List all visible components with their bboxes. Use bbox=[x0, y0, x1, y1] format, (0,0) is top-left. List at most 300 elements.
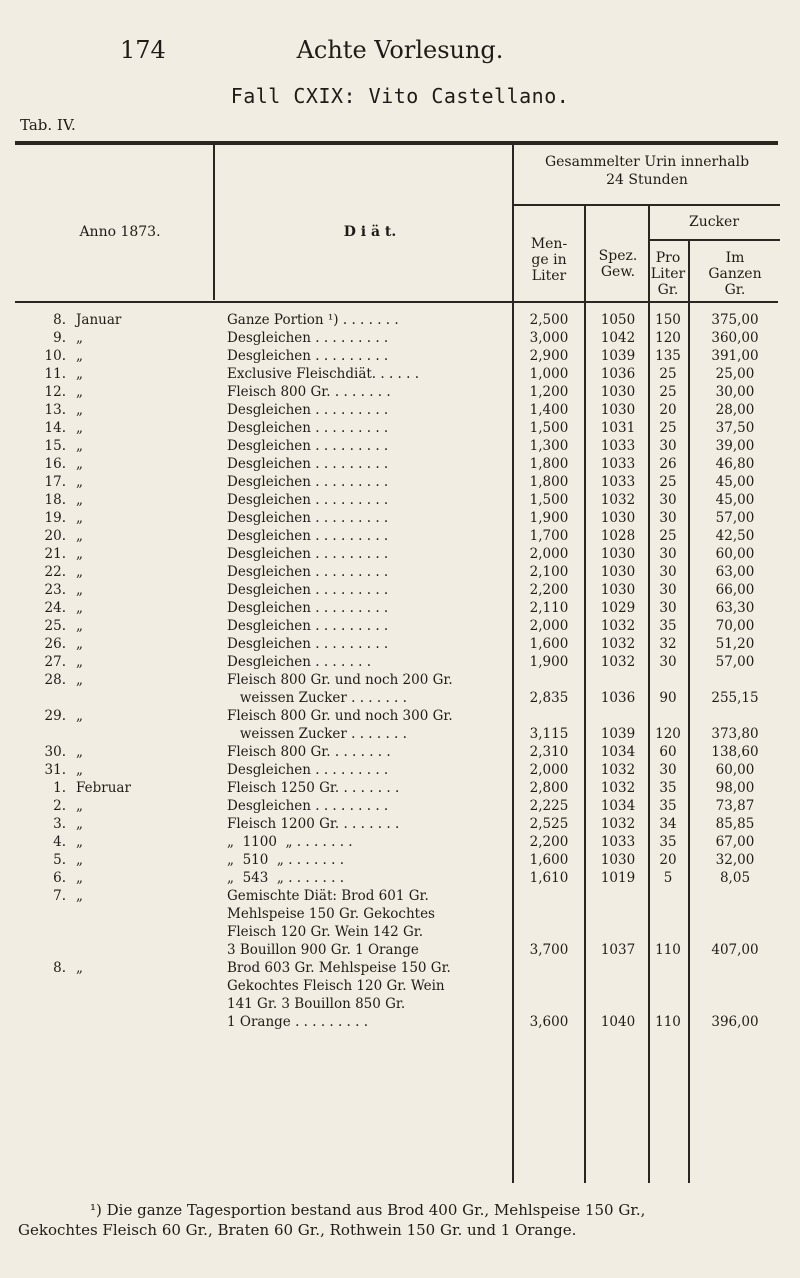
row-month: „ bbox=[76, 762, 83, 778]
row-day: 28. bbox=[44, 672, 66, 688]
row-diat-line: Fleisch 800 Gr. und noch 200 Gr. bbox=[227, 672, 453, 688]
table-row bbox=[0, 311, 800, 329]
row-diat-line: Exclusive Fleischdiät. . . . . . bbox=[227, 366, 420, 382]
row-pro: 20 bbox=[659, 852, 677, 868]
row-day: 29. bbox=[44, 708, 66, 724]
header-diat: D i ä t. bbox=[343, 224, 397, 240]
row-spez: 1031 bbox=[600, 420, 636, 436]
row-date bbox=[40, 509, 140, 527]
row-menge: 3,115 bbox=[529, 726, 569, 742]
row-ganz: 46,80 bbox=[715, 456, 755, 472]
row-menge: 1,500 bbox=[529, 492, 569, 508]
row-diat bbox=[227, 401, 512, 419]
row-pro: 25 bbox=[659, 528, 677, 544]
row-diat bbox=[227, 671, 512, 707]
table-row bbox=[0, 707, 800, 743]
row-diat bbox=[227, 761, 512, 779]
row-day: 8. bbox=[53, 312, 66, 328]
row-diat bbox=[227, 509, 512, 527]
table-row bbox=[0, 797, 800, 815]
row-date bbox=[40, 473, 140, 491]
table-row bbox=[0, 419, 800, 437]
row-diat-line: Desgleichen . . . . . . . . . bbox=[227, 492, 389, 508]
table-row bbox=[0, 437, 800, 455]
row-menge: 1,800 bbox=[529, 474, 569, 490]
row-diat bbox=[227, 365, 512, 383]
row-date bbox=[40, 401, 140, 419]
row-month: „ bbox=[76, 816, 83, 832]
row-spez: 1036 bbox=[600, 690, 636, 706]
row-month: Januar bbox=[76, 312, 122, 328]
row-day: 1. bbox=[53, 780, 66, 796]
row-spez: 1032 bbox=[600, 654, 636, 670]
row-pro: 26 bbox=[659, 456, 677, 472]
row-month: „ bbox=[76, 564, 83, 580]
row-pro: 25 bbox=[659, 384, 677, 400]
row-diat bbox=[227, 779, 512, 797]
row-spez: 1033 bbox=[600, 456, 636, 472]
row-spez: 1028 bbox=[600, 528, 636, 544]
row-month: „ bbox=[76, 366, 83, 382]
row-ganz: 138,60 bbox=[711, 744, 759, 760]
row-diat-line: Desgleichen . . . . . . . . . bbox=[227, 420, 389, 436]
row-day: 11. bbox=[44, 366, 66, 382]
row-diat-line: Desgleichen . . . . . . . . . bbox=[227, 798, 389, 814]
table-row bbox=[0, 887, 800, 959]
row-ganz: 63,00 bbox=[715, 564, 755, 580]
table-row bbox=[0, 743, 800, 761]
row-ganz: 60,00 bbox=[715, 762, 755, 778]
row-month: „ bbox=[76, 744, 83, 760]
row-menge: 2,900 bbox=[529, 348, 569, 364]
row-diat-line: Desgleichen . . . . . . . . . bbox=[227, 546, 389, 562]
footnote-line-1: ¹) Die ganze Tagesportion bestand aus Brod 400 Gr., Mehlspeise 150 Gr., bbox=[90, 1201, 646, 1219]
row-date bbox=[40, 419, 140, 437]
row-day: 21. bbox=[44, 546, 66, 562]
row-ganz: 98,00 bbox=[715, 780, 755, 796]
row-diat bbox=[227, 455, 512, 473]
row-menge: 1,000 bbox=[529, 366, 569, 382]
row-pro: 25 bbox=[659, 420, 677, 436]
row-pro: 110 bbox=[655, 1014, 681, 1030]
row-day: 19. bbox=[44, 510, 66, 526]
row-menge: 1,700 bbox=[529, 528, 569, 544]
row-month: „ bbox=[76, 474, 83, 490]
row-day: 31. bbox=[44, 762, 66, 778]
row-diat bbox=[227, 311, 512, 329]
row-menge: 2,000 bbox=[529, 546, 569, 562]
header-spez-1: Spez. bbox=[598, 248, 638, 264]
row-pro: 90 bbox=[659, 690, 677, 706]
row-menge: 1,610 bbox=[529, 870, 569, 886]
row-month: „ bbox=[76, 834, 83, 850]
table-row bbox=[0, 815, 800, 833]
row-ganz: 8,05 bbox=[719, 870, 751, 886]
row-date bbox=[40, 491, 140, 509]
row-spez: 1039 bbox=[600, 726, 636, 742]
row-ganz: 42,50 bbox=[715, 528, 755, 544]
row-diat-line: Desgleichen . . . . . . . . . bbox=[227, 528, 389, 544]
row-diat-line: weissen Zucker . . . . . . . bbox=[227, 690, 407, 706]
row-spez: 1037 bbox=[600, 942, 636, 958]
row-menge: 2,000 bbox=[529, 618, 569, 634]
row-ganz: 32,00 bbox=[715, 852, 755, 868]
row-date bbox=[40, 797, 140, 815]
row-date bbox=[40, 599, 140, 617]
row-date bbox=[40, 527, 140, 545]
row-date bbox=[40, 779, 140, 797]
row-date bbox=[40, 347, 140, 365]
row-ganz: 391,00 bbox=[711, 348, 759, 364]
row-diat-line: Ganze Portion ¹) . . . . . . . bbox=[227, 312, 399, 328]
row-spez: 1032 bbox=[600, 618, 636, 634]
rule-h-zucker bbox=[649, 239, 780, 241]
row-month: „ bbox=[76, 600, 83, 616]
row-diat bbox=[227, 545, 512, 563]
header-menge-2: ge in bbox=[531, 252, 567, 268]
row-menge: 2,110 bbox=[529, 600, 569, 616]
row-pro: 110 bbox=[655, 942, 681, 958]
row-day: 27. bbox=[44, 654, 66, 670]
row-ganz: 67,00 bbox=[715, 834, 755, 850]
row-menge: 2,000 bbox=[529, 762, 569, 778]
row-spez: 1030 bbox=[600, 852, 636, 868]
row-menge: 1,400 bbox=[529, 402, 569, 418]
row-menge: 2,225 bbox=[529, 798, 569, 814]
row-menge: 1,600 bbox=[529, 852, 569, 868]
row-diat-line: Desgleichen . . . . . . . . . bbox=[227, 348, 389, 364]
row-diat bbox=[227, 563, 512, 581]
row-diat-line: weissen Zucker . . . . . . . bbox=[227, 726, 407, 742]
row-ganz: 66,00 bbox=[715, 582, 755, 598]
row-day: 20. bbox=[44, 528, 66, 544]
row-diat bbox=[227, 383, 512, 401]
row-ganz: 63,30 bbox=[715, 600, 755, 616]
row-ganz: 28,00 bbox=[715, 402, 755, 418]
row-spez: 1030 bbox=[600, 510, 636, 526]
table-row bbox=[0, 365, 800, 383]
row-month: „ bbox=[76, 888, 83, 904]
table-row bbox=[0, 833, 800, 851]
row-spez: 1034 bbox=[600, 744, 636, 760]
row-diat-line: Desgleichen . . . . . . . . . bbox=[227, 582, 389, 598]
row-ganz: 373,80 bbox=[711, 726, 759, 742]
header-pro-2: Liter bbox=[650, 266, 686, 282]
row-spez: 1030 bbox=[600, 384, 636, 400]
row-ganz: 255,15 bbox=[711, 690, 759, 706]
row-diat bbox=[227, 617, 512, 635]
row-month: „ bbox=[76, 330, 83, 346]
table-row bbox=[0, 509, 800, 527]
row-diat-line: Brod 603 Gr. Mehlspeise 150 Gr. bbox=[227, 960, 451, 976]
row-day: 4. bbox=[53, 834, 66, 850]
row-month: „ bbox=[76, 384, 83, 400]
table-row bbox=[0, 455, 800, 473]
row-month: „ bbox=[76, 402, 83, 418]
row-diat bbox=[227, 491, 512, 509]
row-day: 6. bbox=[53, 870, 66, 886]
rule-h-stunden bbox=[513, 204, 780, 206]
row-day: 2. bbox=[53, 798, 66, 814]
row-day: 14. bbox=[44, 420, 66, 436]
row-diat-line: Fleisch 800 Gr. . . . . . . . bbox=[227, 384, 391, 400]
header-gesammelter: Gesammelter Urin innerhalb bbox=[544, 154, 750, 170]
row-month: „ bbox=[76, 438, 83, 454]
table-row bbox=[0, 329, 800, 347]
row-day: 7. bbox=[53, 888, 66, 904]
table-row bbox=[0, 635, 800, 653]
row-day: 9. bbox=[53, 330, 66, 346]
row-menge: 1,200 bbox=[529, 384, 569, 400]
row-date bbox=[40, 743, 140, 761]
row-date bbox=[40, 365, 140, 383]
row-month: „ bbox=[76, 546, 83, 562]
row-day: 15. bbox=[44, 438, 66, 454]
row-ganz: 51,20 bbox=[715, 636, 755, 652]
row-date bbox=[40, 959, 140, 977]
row-month: „ bbox=[76, 960, 83, 976]
row-diat bbox=[227, 329, 512, 347]
row-diat-line: Desgleichen . . . . . . . bbox=[227, 654, 372, 670]
row-spez: 1034 bbox=[600, 798, 636, 814]
header-pro-1: Pro bbox=[655, 250, 681, 266]
row-date bbox=[40, 635, 140, 653]
row-date bbox=[40, 887, 140, 905]
page-number: 174 bbox=[120, 36, 166, 64]
row-pro: 60 bbox=[659, 744, 677, 760]
row-spez: 1019 bbox=[600, 870, 636, 886]
row-diat bbox=[227, 851, 512, 869]
row-date bbox=[40, 383, 140, 401]
row-day: 3. bbox=[53, 816, 66, 832]
row-month: Februar bbox=[76, 780, 131, 796]
table-row bbox=[0, 491, 800, 509]
row-spez: 1036 bbox=[600, 366, 636, 382]
row-diat bbox=[227, 527, 512, 545]
row-menge: 2,200 bbox=[529, 582, 569, 598]
row-diat-line: Desgleichen . . . . . . . . . bbox=[227, 564, 389, 580]
row-pro: 35 bbox=[659, 834, 677, 850]
row-spez: 1033 bbox=[600, 438, 636, 454]
row-day: 24. bbox=[44, 600, 66, 616]
row-diat bbox=[227, 599, 512, 617]
row-date bbox=[40, 869, 140, 887]
row-day: 10. bbox=[44, 348, 66, 364]
row-diat-line: „ 510 „ . . . . . . . bbox=[227, 852, 344, 868]
row-day: 5. bbox=[53, 852, 66, 868]
row-menge: 2,800 bbox=[529, 780, 569, 796]
row-diat bbox=[227, 869, 512, 887]
row-spez: 1029 bbox=[600, 600, 636, 616]
row-ganz: 60,00 bbox=[715, 546, 755, 562]
row-month: „ bbox=[76, 618, 83, 634]
row-diat bbox=[227, 635, 512, 653]
row-spez: 1039 bbox=[600, 348, 636, 364]
row-diat bbox=[227, 707, 512, 743]
row-spez: 1030 bbox=[600, 402, 636, 418]
row-menge: 2,200 bbox=[529, 834, 569, 850]
row-ganz: 39,00 bbox=[715, 438, 755, 454]
header-spez-2: Gew. bbox=[600, 264, 636, 280]
table-row bbox=[0, 851, 800, 869]
row-menge: 1,900 bbox=[529, 510, 569, 526]
row-date bbox=[40, 833, 140, 851]
row-ganz: 25,00 bbox=[715, 366, 755, 382]
row-day: 16. bbox=[44, 456, 66, 472]
row-pro: 120 bbox=[655, 330, 681, 346]
row-diat-line: Gekochtes Fleisch 120 Gr. Wein bbox=[227, 978, 445, 994]
row-diat-line: Gemischte Diät: Brod 601 Gr. bbox=[227, 888, 429, 904]
table-row bbox=[0, 599, 800, 617]
row-diat-line: Desgleichen . . . . . . . . . bbox=[227, 438, 389, 454]
header-anno: Anno 1873. bbox=[79, 224, 161, 240]
row-date bbox=[40, 545, 140, 563]
row-diat-line: Desgleichen . . . . . . . . . bbox=[227, 510, 389, 526]
row-month: „ bbox=[76, 798, 83, 814]
row-spez: 1032 bbox=[600, 780, 636, 796]
header-pro-3: Gr. bbox=[657, 282, 679, 298]
row-day: 13. bbox=[44, 402, 66, 418]
case-title: Fall CXIX: Vito Castellano. bbox=[230, 84, 570, 108]
header-menge-3: Liter bbox=[531, 268, 567, 284]
table-row bbox=[0, 383, 800, 401]
row-diat-line: Desgleichen . . . . . . . . . bbox=[227, 618, 389, 634]
row-date bbox=[40, 761, 140, 779]
table-row bbox=[0, 581, 800, 599]
row-pro: 32 bbox=[659, 636, 677, 652]
row-ganz: 407,00 bbox=[711, 942, 759, 958]
row-spez: 1030 bbox=[600, 564, 636, 580]
running-title: Achte Vorlesung. bbox=[296, 36, 504, 64]
row-pro: 135 bbox=[655, 348, 681, 364]
row-menge: 1,600 bbox=[529, 636, 569, 652]
row-spez: 1032 bbox=[600, 636, 636, 652]
footnote-line-2: Gekochtes Fleisch 60 Gr., Braten 60 Gr., Rothwein 150 Gr. und 1 Orange. bbox=[18, 1221, 577, 1239]
row-diat bbox=[227, 347, 512, 365]
header-menge-1: Men- bbox=[530, 236, 568, 252]
row-diat bbox=[227, 959, 512, 1031]
row-spez: 1033 bbox=[600, 834, 636, 850]
table-row bbox=[0, 545, 800, 563]
row-menge: 2,835 bbox=[529, 690, 569, 706]
row-ganz: 57,00 bbox=[715, 654, 755, 670]
row-diat-line: Desgleichen . . . . . . . . . bbox=[227, 456, 389, 472]
row-diat-line: Mehlspeise 150 Gr. Gekochtes bbox=[227, 906, 435, 922]
rule-col-diat bbox=[213, 145, 215, 300]
row-diat-line: Desgleichen . . . . . . . . . bbox=[227, 402, 389, 418]
row-month: „ bbox=[76, 636, 83, 652]
header-stunden: 24 Stunden bbox=[606, 172, 688, 188]
table-row bbox=[0, 563, 800, 581]
row-spez: 1050 bbox=[600, 312, 636, 328]
row-date bbox=[40, 653, 140, 671]
row-pro: 120 bbox=[655, 726, 681, 742]
row-diat bbox=[227, 797, 512, 815]
row-ganz: 73,87 bbox=[715, 798, 755, 814]
row-diat bbox=[227, 419, 512, 437]
row-date bbox=[40, 563, 140, 581]
row-diat bbox=[227, 833, 512, 851]
row-menge: 1,800 bbox=[529, 456, 569, 472]
row-date bbox=[40, 707, 140, 725]
row-pro: 25 bbox=[659, 366, 677, 382]
header-im-1: Im bbox=[725, 250, 745, 266]
row-ganz: 375,00 bbox=[711, 312, 759, 328]
row-date bbox=[40, 437, 140, 455]
row-pro: 150 bbox=[655, 312, 681, 328]
row-diat bbox=[227, 437, 512, 455]
row-pro: 5 bbox=[663, 870, 673, 886]
row-pro: 34 bbox=[659, 816, 677, 832]
row-diat bbox=[227, 815, 512, 833]
row-menge: 1,300 bbox=[529, 438, 569, 454]
row-month: „ bbox=[76, 708, 83, 724]
row-diat-line: Fleisch 1250 Gr. . . . . . . . bbox=[227, 780, 400, 796]
row-date bbox=[40, 311, 140, 329]
row-pro: 35 bbox=[659, 798, 677, 814]
table-row bbox=[0, 401, 800, 419]
row-date bbox=[40, 617, 140, 635]
row-month: „ bbox=[76, 492, 83, 508]
row-menge: 1,900 bbox=[529, 654, 569, 670]
table-row bbox=[0, 779, 800, 797]
row-pro: 30 bbox=[659, 438, 677, 454]
top-rule bbox=[15, 141, 778, 145]
row-month: „ bbox=[76, 672, 83, 688]
table-row bbox=[0, 617, 800, 635]
row-day: 18. bbox=[44, 492, 66, 508]
row-menge: 3,700 bbox=[529, 942, 569, 958]
row-pro: 30 bbox=[659, 492, 677, 508]
row-pro: 30 bbox=[659, 510, 677, 526]
row-month: „ bbox=[76, 582, 83, 598]
table-row bbox=[0, 347, 800, 365]
header-zucker: Zucker bbox=[688, 214, 740, 230]
row-month: „ bbox=[76, 348, 83, 364]
row-diat-line: Fleisch 120 Gr. Wein 142 Gr. bbox=[227, 924, 424, 940]
row-diat-line: Fleisch 1200 Gr. . . . . . . . bbox=[227, 816, 400, 832]
row-pro: 30 bbox=[659, 600, 677, 616]
row-month: „ bbox=[76, 456, 83, 472]
row-pro: 20 bbox=[659, 402, 677, 418]
header-im-3: Gr. bbox=[724, 282, 746, 298]
row-diat bbox=[227, 887, 512, 959]
row-ganz: 45,00 bbox=[715, 492, 755, 508]
row-spez: 1032 bbox=[600, 816, 636, 832]
row-menge: 2,525 bbox=[529, 816, 569, 832]
row-pro: 35 bbox=[659, 780, 677, 796]
row-date bbox=[40, 815, 140, 833]
table-row bbox=[0, 959, 800, 1031]
row-diat bbox=[227, 743, 512, 761]
row-day: 30. bbox=[44, 744, 66, 760]
row-menge: 1,500 bbox=[529, 420, 569, 436]
row-date bbox=[40, 329, 140, 347]
row-day: 12. bbox=[44, 384, 66, 400]
header-im-2: Ganzen bbox=[708, 266, 762, 282]
rule-h-body bbox=[15, 301, 778, 303]
row-day: 25. bbox=[44, 618, 66, 634]
row-month: „ bbox=[76, 654, 83, 670]
row-spez: 1042 bbox=[600, 330, 636, 346]
table-row bbox=[0, 653, 800, 671]
row-ganz: 30,00 bbox=[715, 384, 755, 400]
row-diat-line: Desgleichen . . . . . . . . . bbox=[227, 474, 389, 490]
row-ganz: 57,00 bbox=[715, 510, 755, 526]
row-pro: 30 bbox=[659, 762, 677, 778]
row-spez: 1032 bbox=[600, 492, 636, 508]
row-spez: 1040 bbox=[600, 1014, 636, 1030]
